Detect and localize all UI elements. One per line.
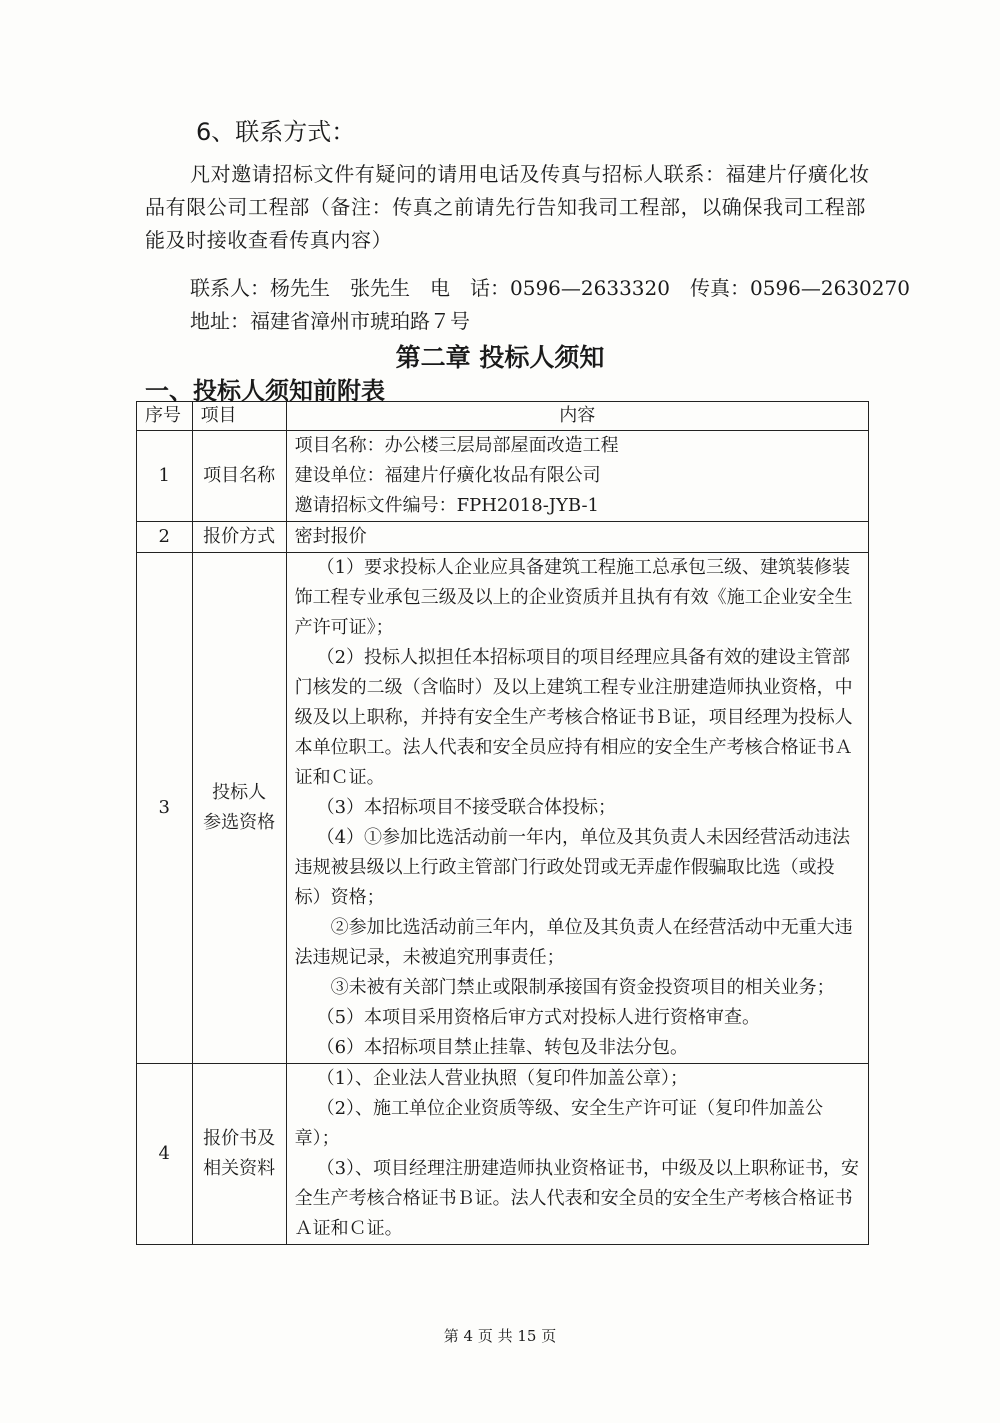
row-item: 项目名称 xyxy=(192,431,286,522)
requirement-item: ③未被有关部门禁止或限制承接国有资金投资项目的相关业务； xyxy=(330,977,835,998)
bidder-requirements-table xyxy=(136,401,869,1245)
requirement-item: （3）本招标项目不接受联合体投标； xyxy=(316,797,617,818)
section-heading-contact: 6、联系方式： xyxy=(196,118,356,146)
contact-line xyxy=(190,272,930,301)
row-number: 4 xyxy=(137,1064,193,1245)
document-item: （1）、企业法人营业执照（复印件加盖公章）； xyxy=(316,1068,689,1089)
document-item: （3）、项目经理注册建造师执业资格证书，中级及以上职称证书，安全生产考核合格证书Ｂ证。法人代表和安全员的安全生产考核合格证书Ａ证和Ｃ证。 xyxy=(294,1158,860,1239)
contact-person: 联系人：杨先生 xyxy=(190,276,330,300)
row-number: 3 xyxy=(137,553,193,1064)
row-item-line: 报价书及 xyxy=(203,1128,276,1149)
table-header-row xyxy=(137,402,869,431)
row-content xyxy=(286,1064,868,1245)
requirement-item: （1）要求投标人企业应具备建筑工程施工总承包三级、建筑装修装饰工程专业承包三级及以上的企业资质并且执有有效《施工企业安全生产许可证》； xyxy=(294,557,853,638)
contact-address: 地址：福建省漳州市琥珀路７号 xyxy=(190,309,470,333)
project-name-line: 项目名称：办公楼三层局部屋面改造工程 xyxy=(294,435,619,456)
header-no: 序号 xyxy=(137,402,193,431)
table-row xyxy=(137,1064,869,1245)
contact-fax: 传真：0596—2630270 xyxy=(689,276,910,300)
document-item: （2）、施工单位企业资质等级、安全生产许可证（复印件加盖公章）； xyxy=(294,1098,824,1149)
row-content xyxy=(286,431,868,522)
row-number: 2 xyxy=(137,522,193,553)
contact-person-2: 张先生 xyxy=(350,276,410,300)
table-row xyxy=(137,431,869,522)
requirement-item: （2）投标人拟担任本招标项目的项目经理应具备有效的建设主管部门核发的二级（含临时）及以上建筑工程专业注册建造师执业资格，中级及以上职称，并持有安全生产考核合格证书Ｂ证，项目经理为投标人本单位职工。法人代表和安全员应持有相应的安全生产考核合格证书Ａ证和Ｃ证。 xyxy=(294,647,853,788)
requirement-item: （6）本招标项目禁止挂靠、转包及非法分包。 xyxy=(316,1037,689,1058)
contact-phone: 电 话：0596—2633320 xyxy=(430,276,670,300)
row-item xyxy=(192,1064,286,1245)
document-number-line: 邀请招标文件编号：FPH2018-JYB-1 xyxy=(294,495,599,516)
chapter-title: 第二章 投标人须知 xyxy=(395,343,605,372)
builder-line: 建设单位：福建片仔癀化妆品有限公司 xyxy=(294,465,601,486)
row-content xyxy=(286,553,868,1064)
row-content: 密封报价 xyxy=(286,522,868,553)
table-row xyxy=(137,522,869,553)
row-number: 1 xyxy=(137,431,193,522)
header-item: 项目 xyxy=(192,402,286,431)
requirement-item: （5）本项目采用资格后审方式对投标人进行资格审查。 xyxy=(316,1007,761,1028)
row-item-line: 参选资格 xyxy=(203,812,276,833)
section-title: 一、投标人须知前附表 xyxy=(145,377,385,405)
row-item-line: 投标人 xyxy=(212,782,267,803)
row-item xyxy=(192,553,286,1064)
requirement-item: （4）①参加比选活动前一年内，单位及其负责人未因经营活动违法违规被县级以上行政主管部门行政处罚或无弄虚作假骗取比选（或投标）资格； xyxy=(294,827,851,908)
header-content: 内容 xyxy=(286,402,868,431)
table-row xyxy=(137,553,869,1064)
row-item-line: 相关资料 xyxy=(203,1158,276,1179)
row-item: 报价方式 xyxy=(192,522,286,553)
requirement-item: ②参加比选活动前三年内，单位及其负责人在经营活动中无重大违法违规记录，未被追究刑事责任； xyxy=(294,917,853,968)
page-footer: 第 4 页 共 15 页 xyxy=(443,1327,557,1345)
contact-paragraph: 凡对邀请招标文件有疑问的请用电话及传真与招标人联系：福建片仔癀化妆品有限公司工程部（备注：传真之前请先行告知我司工程部，以确保我司工程部能及时接收查看传真内容） xyxy=(145,162,870,252)
